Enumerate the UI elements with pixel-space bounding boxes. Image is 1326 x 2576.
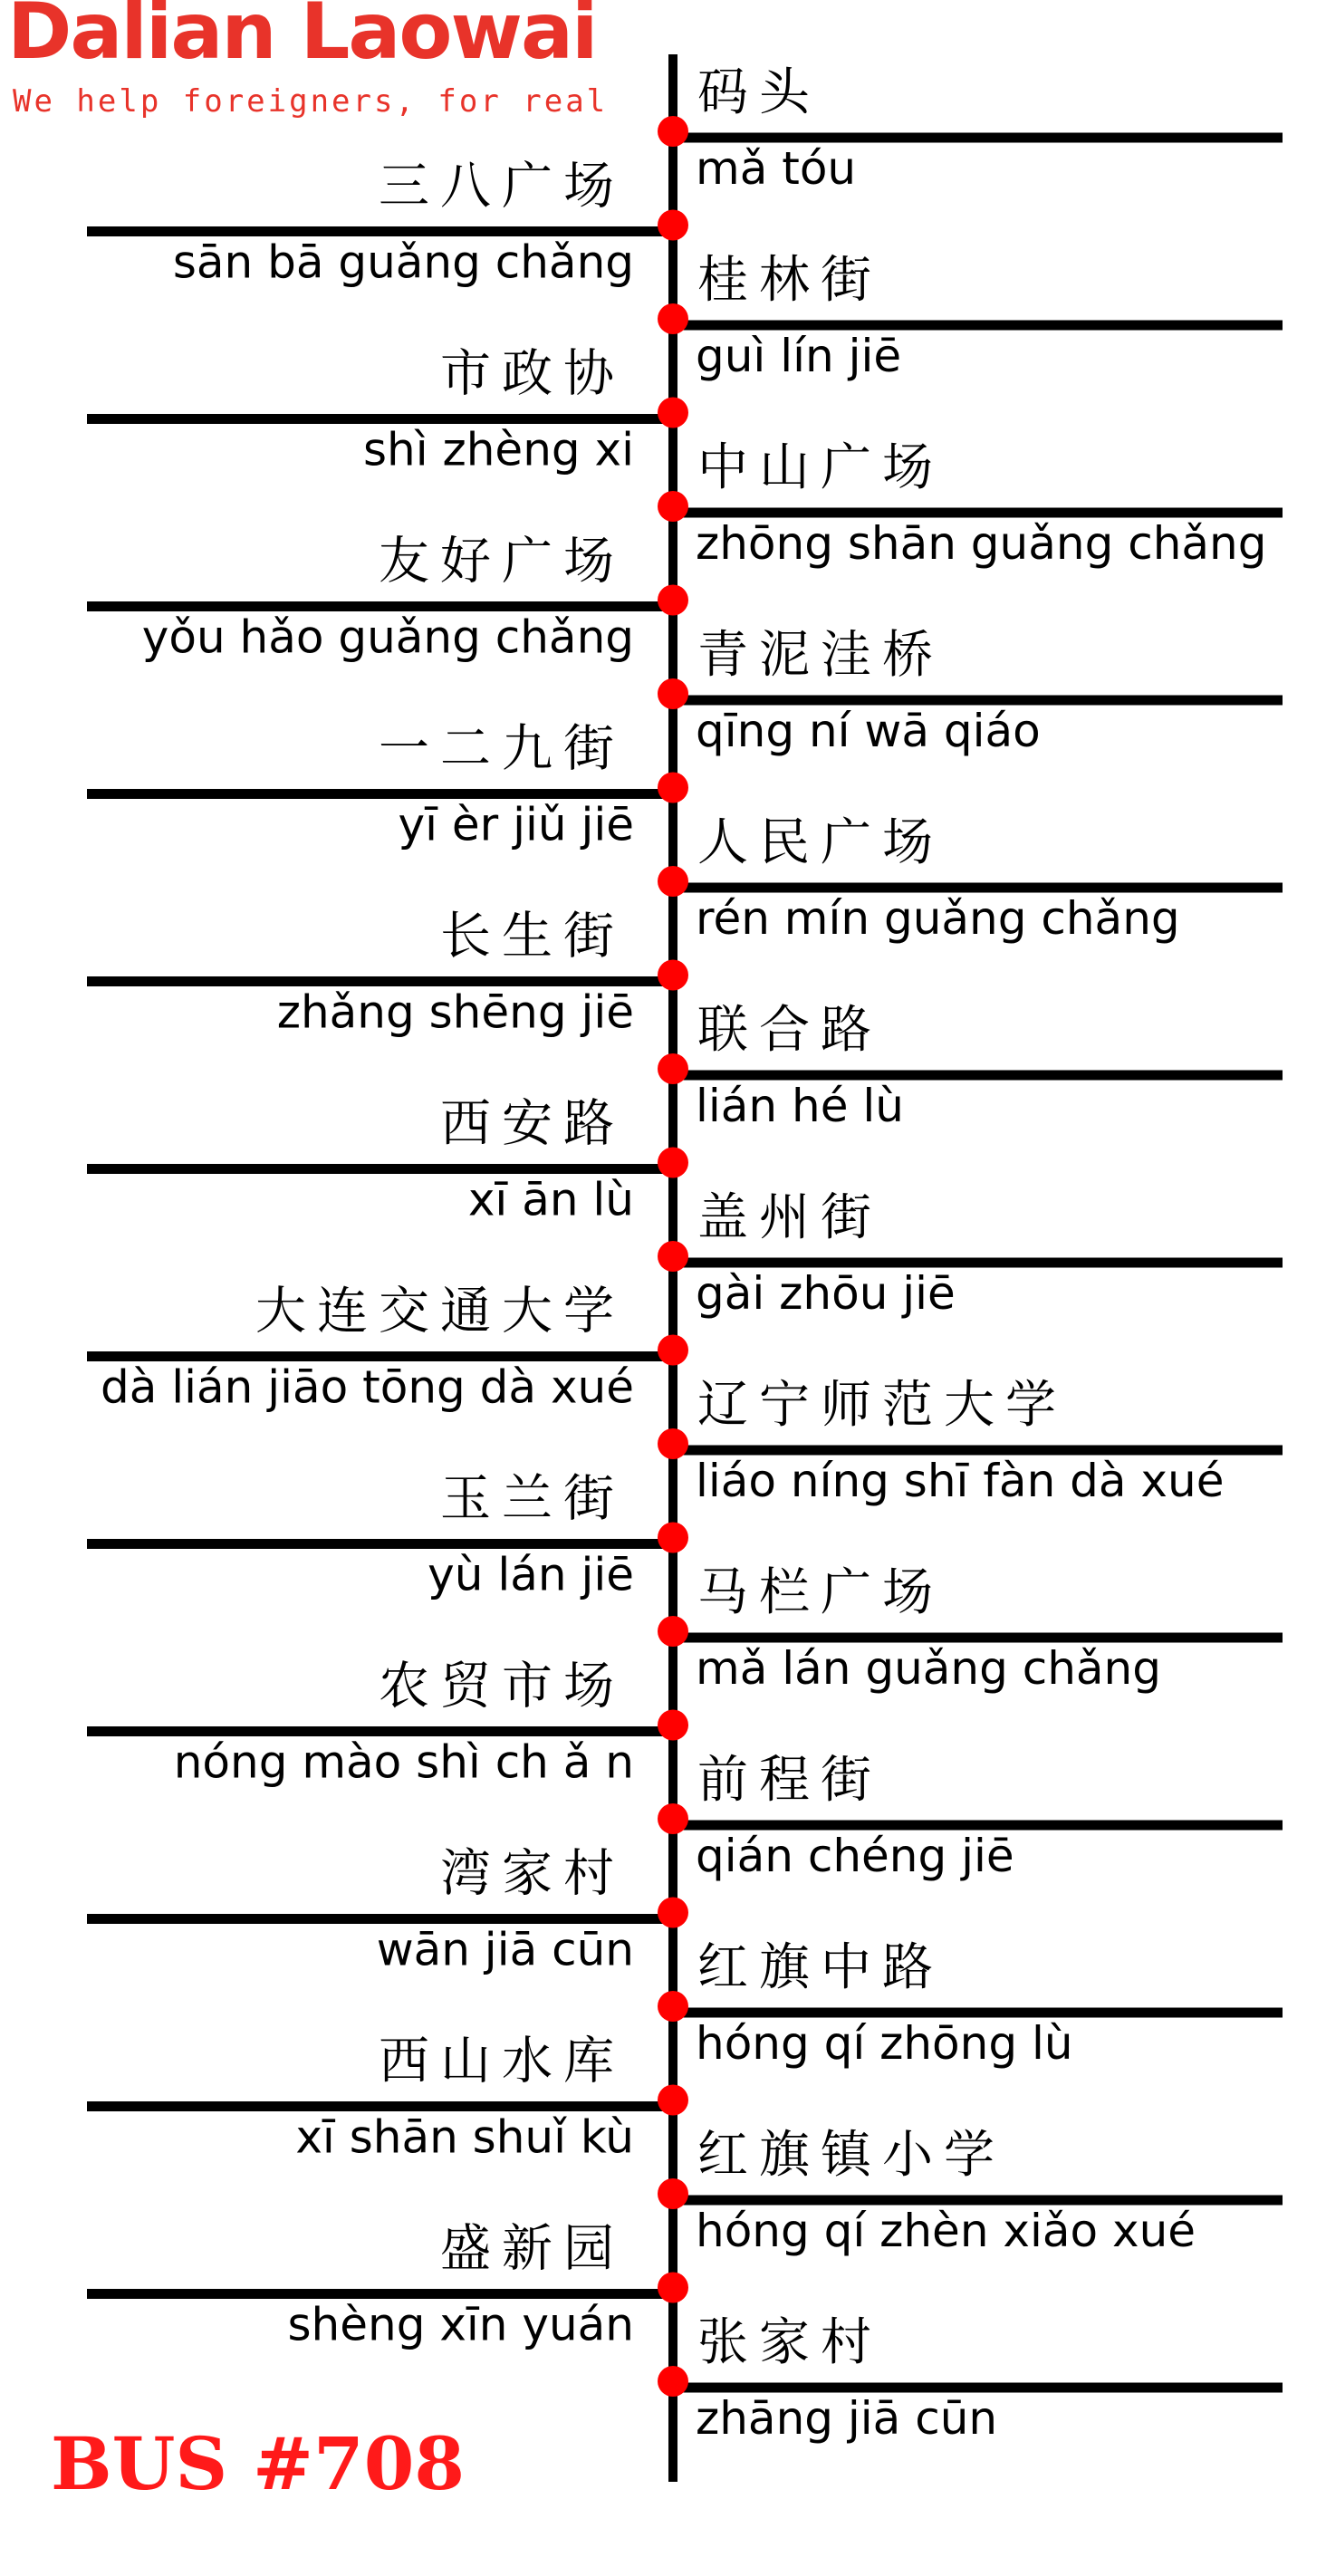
- stop-name-chinese: 红旗中路: [697, 1938, 944, 1997]
- stop: [658, 2313, 1283, 2445]
- stop: [87, 158, 688, 289]
- stop-name-pinyin: sān bā guǎng chǎng: [172, 235, 634, 289]
- stop: [658, 1376, 1283, 1507]
- stop-name-chinese: 友好广场: [379, 532, 625, 591]
- stop-dot: [658, 2085, 688, 2116]
- stop-name-pinyin: zhǎng shēng jiē: [276, 985, 634, 1039]
- stop-name-pinyin: wān jiā cūn: [376, 1923, 634, 1976]
- stop-dot: [658, 960, 688, 991]
- stop-name-pinyin: hóng qí zhōng lù: [696, 2017, 1073, 2070]
- stop-name-pinyin: lián hé lù: [696, 1080, 904, 1132]
- stop-name-pinyin: hóng qí zhèn xiǎo xué: [696, 2205, 1196, 2257]
- stop: [87, 533, 688, 664]
- stop: [87, 2033, 688, 2164]
- stop: [658, 1751, 1283, 1882]
- stop: [87, 1095, 688, 1226]
- stop-dot: [658, 2366, 688, 2397]
- stop-dot: [658, 491, 688, 522]
- stop-name-chinese: 前程街: [697, 1751, 882, 1810]
- stop-dot: [658, 210, 688, 241]
- stop-name-pinyin: xī ān lù: [467, 1173, 634, 1226]
- stop-name-chinese: 盖州街: [697, 1188, 882, 1247]
- stop: [87, 345, 688, 476]
- stop-name-pinyin: shì zhèng xi: [362, 423, 634, 476]
- stop-name-pinyin: guì lín jiē: [696, 330, 902, 382]
- stop-name-chinese: 农贸市场: [379, 1657, 625, 1716]
- brand-logo: Dalian Laowai: [7, 0, 597, 77]
- stop: [87, 1283, 688, 1414]
- brand-tagline: We help foreigners, for real: [13, 83, 609, 120]
- stop-name-pinyin: mǎ tóu: [696, 142, 857, 195]
- stop-name-pinyin: gài zhōu jiē: [696, 1267, 956, 1320]
- stop-name-chinese: 一二九街: [379, 719, 625, 779]
- stop-dot: [658, 398, 688, 428]
- stop-name-pinyin: xī shān shuǐ kù: [295, 2110, 634, 2164]
- stop-dot: [658, 866, 688, 897]
- stop-dot: [658, 1898, 688, 1928]
- stop: [87, 908, 688, 1039]
- brand-header: [0, 0, 634, 136]
- stop: [658, 1563, 1283, 1695]
- stop-name-pinyin: nóng mào shì ch ǎ n: [173, 1735, 634, 1789]
- stop-dot: [658, 1803, 688, 1834]
- stop-name-chinese: 西安路: [440, 1094, 625, 1154]
- stop-name-chinese: 大连交通大学: [255, 1282, 625, 1341]
- stop: [658, 1001, 1283, 1132]
- stop-name-chinese: 玉兰街: [440, 1469, 625, 1529]
- stop-name-chinese: 长生街: [440, 907, 625, 966]
- stop: [658, 1938, 1283, 2070]
- stop: [658, 1188, 1283, 1320]
- stop-name-chinese: 红旗镇小学: [697, 2126, 1005, 2185]
- stops-layer: [87, 63, 1283, 2445]
- stop-name-chinese: 湾家村: [440, 1844, 625, 1904]
- stop-dot: [658, 303, 688, 334]
- stop-name-chinese: 码头: [697, 63, 821, 122]
- stop: [87, 2220, 688, 2351]
- stop-name-pinyin: qīng ní wā qiáo: [696, 705, 1041, 757]
- stop-dot: [658, 1241, 688, 1272]
- stop: [658, 626, 1283, 757]
- stop-name-pinyin: shèng xīn yuán: [287, 2298, 634, 2351]
- stop: [87, 1658, 688, 1789]
- route-label: BUS #708: [51, 2421, 466, 2506]
- stop-name-pinyin: zhōng shān guǎng chǎng: [696, 517, 1267, 570]
- stop-dot: [658, 678, 688, 709]
- stop-dot: [658, 2273, 688, 2303]
- stop: [87, 720, 688, 851]
- stop-name-pinyin: yù lán jiē: [428, 1548, 634, 1601]
- stop-name-pinyin: liáo níng shī fàn dà xué: [696, 1455, 1225, 1507]
- stop: [658, 813, 1283, 945]
- stop: [658, 251, 1283, 382]
- stop-dot: [658, 1616, 688, 1647]
- stop-dot: [658, 1428, 688, 1459]
- stop-name-pinyin: yī èr jiǔ jiē: [398, 798, 634, 851]
- stop-name-chinese: 马栏广场: [697, 1563, 944, 1622]
- stop-dot: [658, 773, 688, 803]
- stop-name-chinese: 西山水库: [379, 2032, 625, 2091]
- stop-name-chinese: 市政协: [440, 344, 625, 404]
- stop-dot: [658, 1053, 688, 1084]
- stop: [87, 1470, 688, 1601]
- stop-name-pinyin: yǒu hǎo guǎng chǎng: [141, 610, 634, 664]
- stop-name-chinese: 张家村: [697, 2313, 882, 2372]
- stop-name-chinese: 盛新园: [440, 2219, 625, 2279]
- stop-dot: [658, 2178, 688, 2209]
- stop-dot: [658, 1148, 688, 1178]
- stop-name-pinyin: qián chéng jiē: [696, 1830, 1014, 1882]
- stop-dot: [658, 1991, 688, 2022]
- stop: [658, 63, 1283, 195]
- stop-name-pinyin: dà lián jiāo tōng dà xué: [100, 1360, 634, 1414]
- stop-dot: [658, 585, 688, 616]
- stop-name-chinese: 人民广场: [697, 813, 944, 872]
- stop-name-chinese: 中山广场: [697, 438, 944, 497]
- stop-name-pinyin: zhāng jiā cūn: [696, 2392, 998, 2445]
- stop-name-chinese: 桂林街: [697, 251, 882, 310]
- stop-dot: [658, 116, 688, 147]
- stop-name-chinese: 青泥洼桥: [697, 626, 944, 685]
- stop: [658, 2126, 1283, 2257]
- stop-name-chinese: 三八广场: [379, 157, 625, 216]
- stop-name-chinese: 联合路: [697, 1001, 882, 1060]
- stop-dot: [658, 1710, 688, 1741]
- stop: [658, 438, 1283, 570]
- stop-name-pinyin: mǎ lán guǎng chǎng: [696, 1642, 1161, 1695]
- stop-dot: [658, 1523, 688, 1553]
- stop-dot: [658, 1335, 688, 1366]
- stop-name-chinese: 辽宁师范大学: [697, 1376, 1067, 1435]
- stop: [87, 1845, 688, 1976]
- stop-name-pinyin: rén mín guǎng chǎng: [696, 892, 1180, 945]
